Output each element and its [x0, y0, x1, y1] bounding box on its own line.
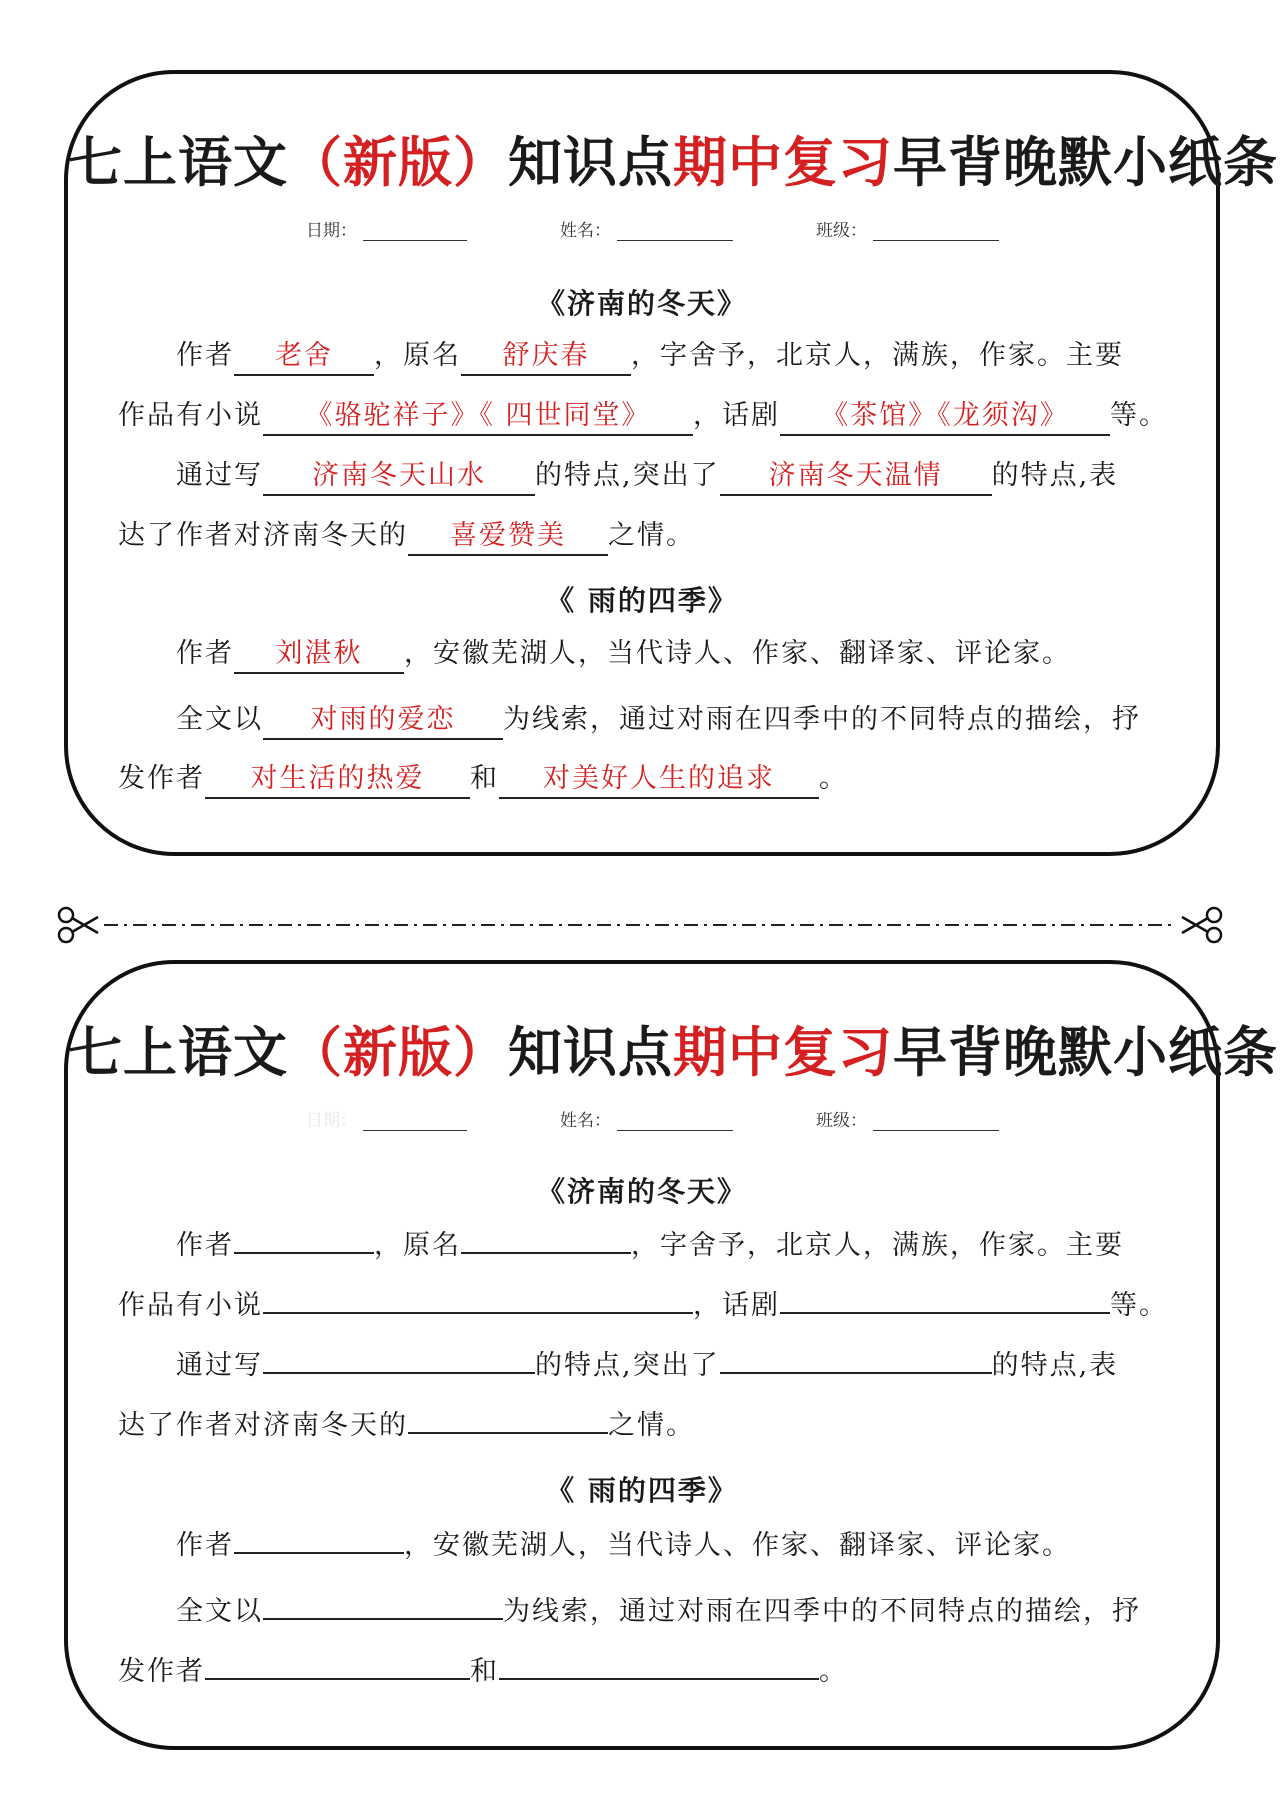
- section-title-rain: 《 雨的四季》: [546, 584, 738, 617]
- text-line: 达了作者对济南冬天的 之情。: [118, 1410, 695, 1441]
- date-field[interactable]: 日期：: [306, 216, 467, 241]
- blank-author[interactable]: [234, 1252, 374, 1254]
- section-title-jinan: 《济南的冬天》: [536, 1175, 747, 1208]
- blank-express2[interactable]: 对美好人生的追求: [499, 761, 819, 799]
- text-line: 发作者 和 。: [118, 1656, 848, 1687]
- blank-feeling[interactable]: [408, 1432, 608, 1434]
- text-line: 作者 刘湛秋 ，安徽芜湖人，当代诗人、作家、翻译家、评论家。: [176, 634, 1071, 674]
- text-line: 全文以 对雨的爱恋 为线索，通过对雨在四季中的不同特点的描绘，抒: [176, 700, 1141, 740]
- scissors-icon: [1182, 908, 1221, 942]
- blank-novels[interactable]: 《骆驼祥子》《 四世同堂》: [263, 398, 693, 436]
- cut-line-divider: [52, 905, 1228, 945]
- blank-express2[interactable]: [499, 1678, 819, 1680]
- text-line: 作者 ，安徽芜湖人，当代诗人、作家、翻译家、评论家。: [176, 1530, 1071, 1561]
- scissors-icon: [59, 908, 98, 942]
- blank-feature2[interactable]: [720, 1372, 992, 1374]
- name-field[interactable]: 姓名：: [560, 216, 733, 241]
- blank-clue[interactable]: [263, 1618, 503, 1620]
- blank-orig-name[interactable]: 舒庆春: [461, 338, 631, 376]
- text-line: 作者 老舍 ，原名 舒庆春 ，字舍予，北京人，满族，作家。主要: [176, 336, 1124, 376]
- blank-clue[interactable]: 对雨的爱恋: [263, 702, 503, 740]
- blank-dramas[interactable]: 《茶馆》《龙须沟》: [780, 398, 1110, 436]
- blank-dramas[interactable]: [780, 1312, 1110, 1314]
- blank-feature1[interactable]: [263, 1372, 535, 1374]
- blank-card: [64, 960, 1278, 1750]
- text-line: 作品有小说 《骆驼祥子》《 四世同堂》 ，话剧 《茶馆》《龙须沟》 等。: [118, 396, 1168, 436]
- text-line: 达了作者对济南冬天的 喜爱赞美 之情。: [118, 516, 695, 556]
- section-title-jinan: 《济南的冬天》: [536, 287, 747, 320]
- text-line: 作者 ，原名 ，字舍予，北京人，满族，作家。主要: [176, 1230, 1124, 1261]
- blank-author2[interactable]: 刘湛秋: [234, 636, 404, 674]
- text-line: 通过写 的特点,突出了 的特点,表: [176, 1350, 1119, 1381]
- blank-express1[interactable]: 对生活的热爱: [205, 761, 470, 799]
- blank-feeling[interactable]: 喜爱赞美: [408, 518, 608, 556]
- info-row: [68, 216, 1216, 246]
- blank-author2[interactable]: [234, 1552, 404, 1554]
- blank-feature1[interactable]: 济南冬天山水: [263, 458, 535, 496]
- class-field[interactable]: 班级：: [816, 1106, 999, 1131]
- card-title: 七上语文（新版）知识点期中复习早背晚默小纸条: [68, 130, 1278, 194]
- date-field[interactable]: 日期：: [306, 1106, 467, 1131]
- text-line: 通过写 济南冬天山水 的特点,突出了 济南冬天温情 的特点,表: [176, 456, 1118, 496]
- blank-novels[interactable]: [263, 1312, 693, 1314]
- card-title: 七上语文（新版）知识点期中复习早背晚默小纸条: [68, 1020, 1278, 1084]
- blank-express1[interactable]: [205, 1678, 470, 1680]
- answer-card: [64, 70, 1278, 856]
- section-title-rain: 《 雨的四季》: [546, 1474, 738, 1507]
- text-line: 发作者 对生活的热爱 和 对美好人生的追求 。: [118, 759, 848, 799]
- blank-author[interactable]: 老舍: [234, 338, 374, 376]
- blank-orig-name[interactable]: [461, 1252, 631, 1254]
- blank-feature2[interactable]: 济南冬天温情: [720, 458, 992, 496]
- text-line: 全文以 为线索，通过对雨在四季中的不同特点的描绘，抒: [176, 1596, 1141, 1627]
- class-field[interactable]: 班级：: [816, 216, 999, 241]
- info-row: [68, 1106, 1216, 1136]
- text-line: 作品有小说 ，话剧 等。: [118, 1290, 1168, 1321]
- name-field[interactable]: 姓名：: [560, 1106, 733, 1131]
